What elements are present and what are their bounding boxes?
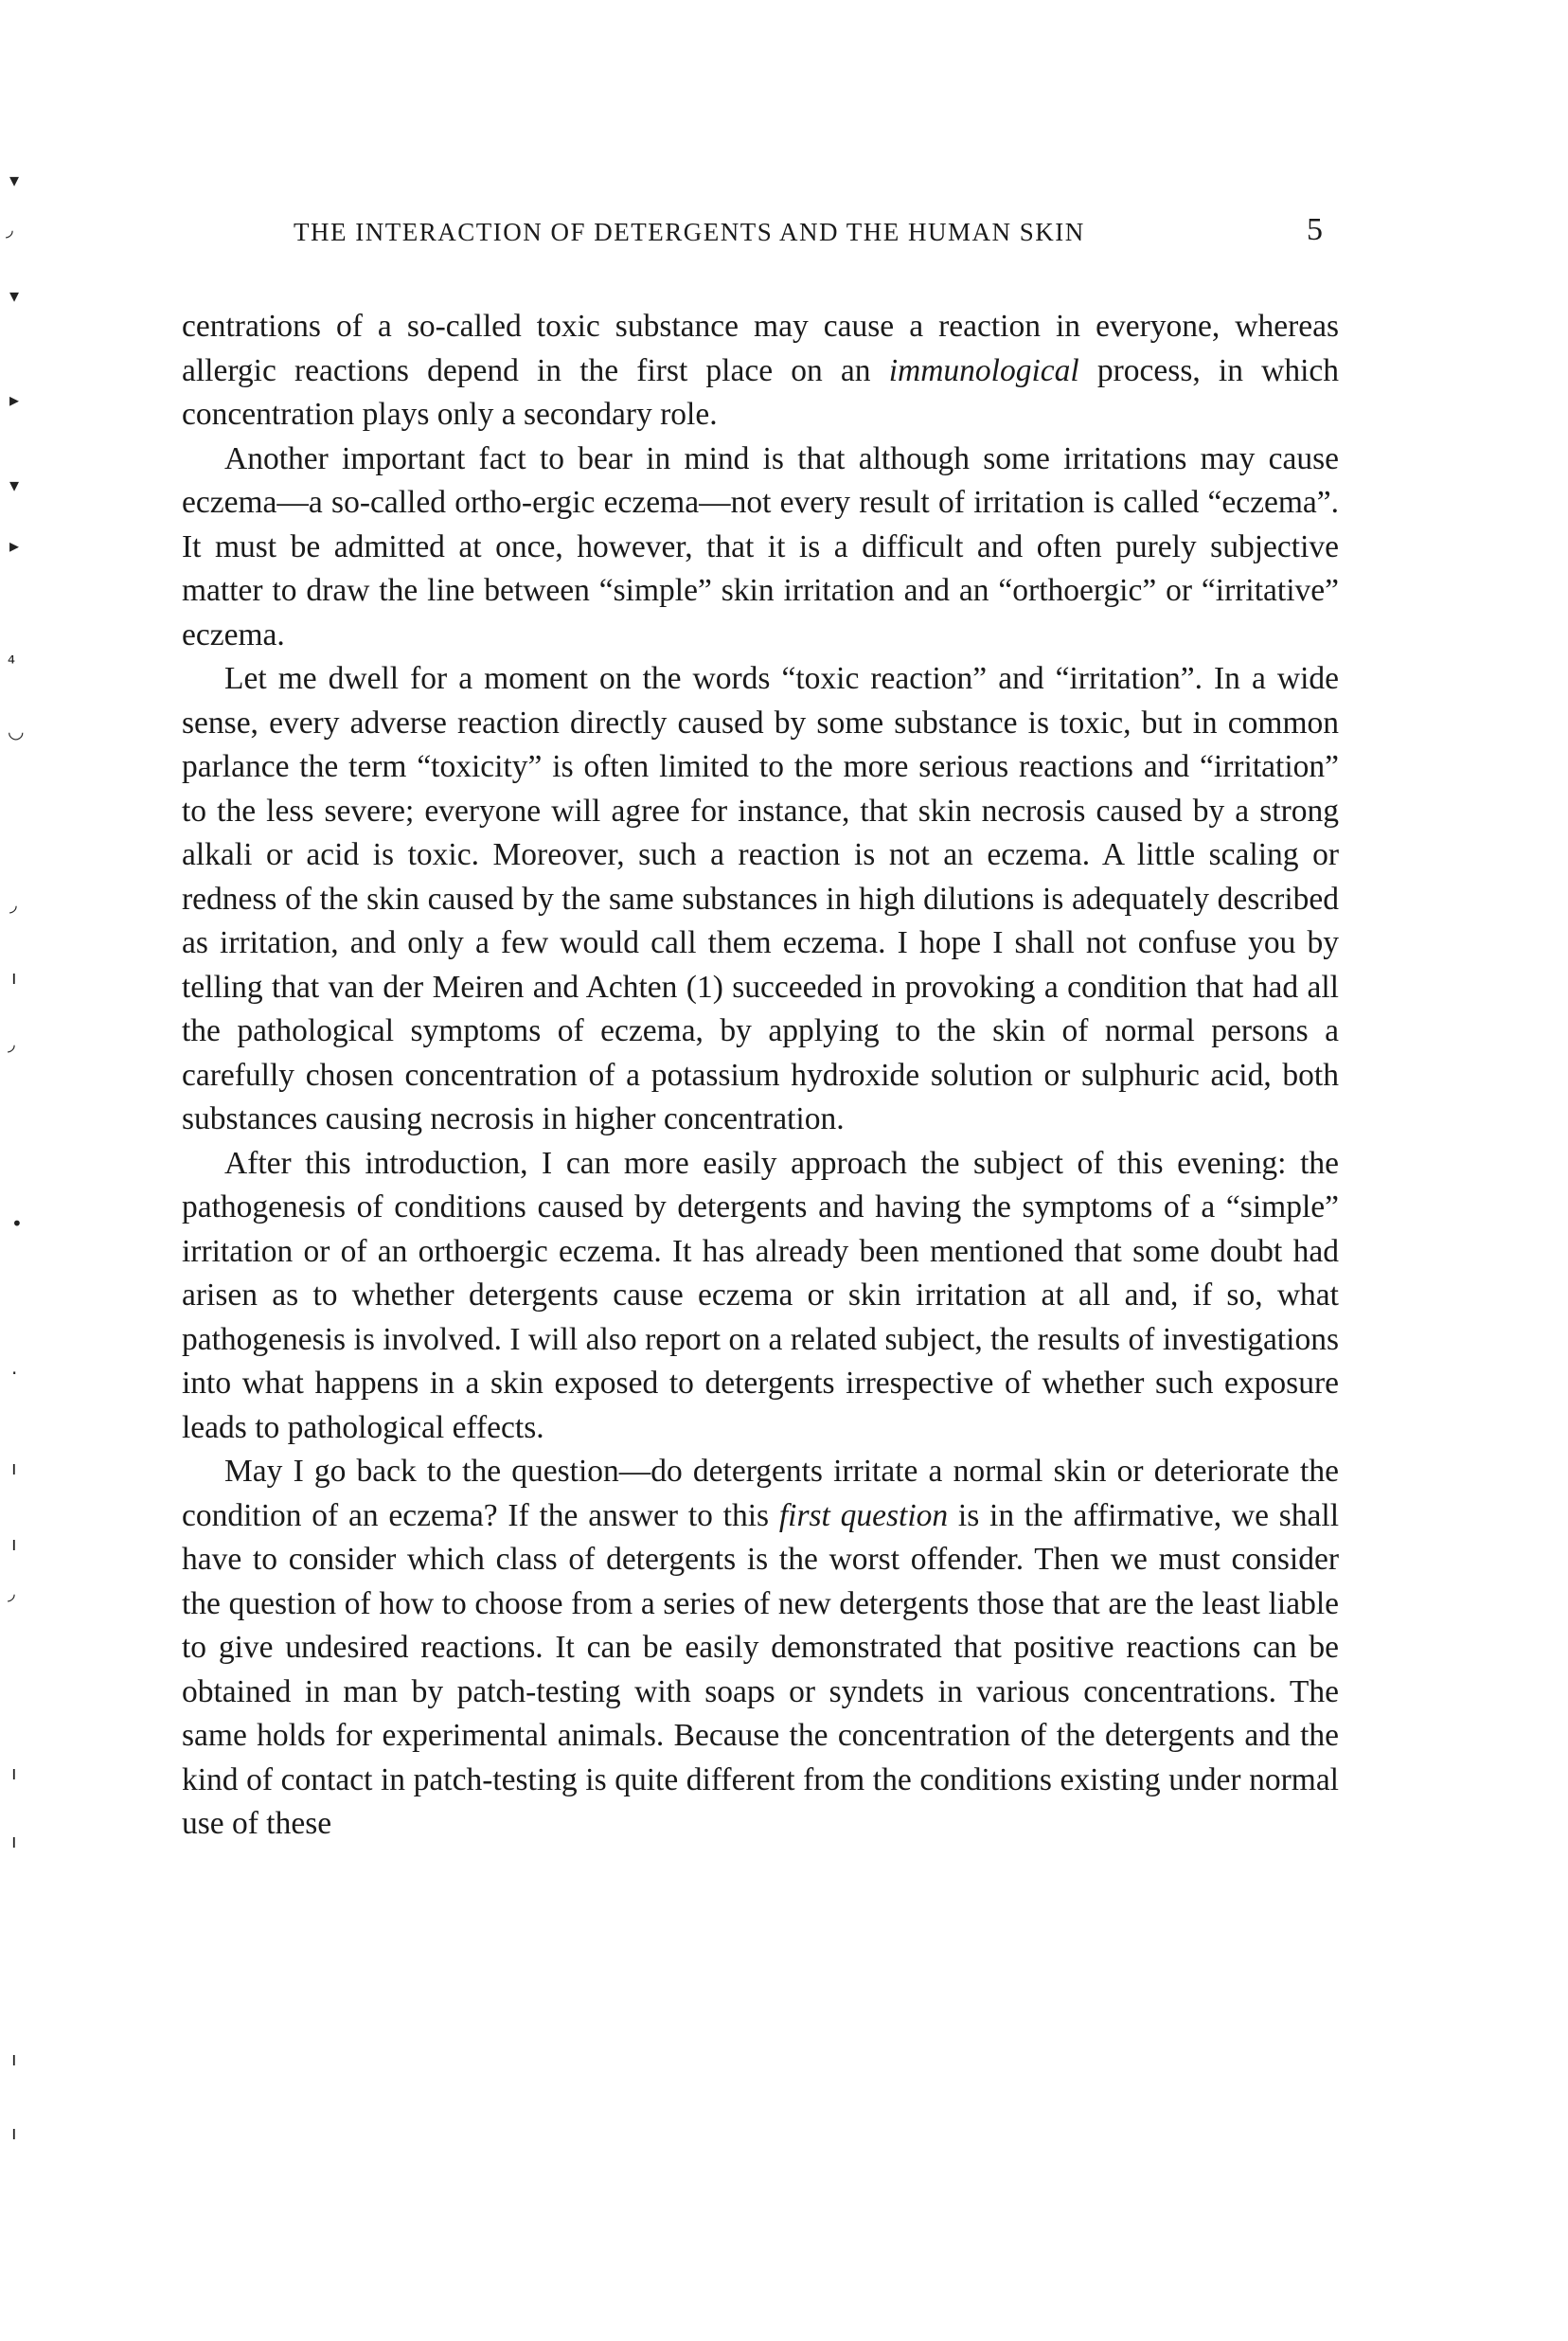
text-segment: centrations of a so-called toxic substance may cause a reaction in everyone, whereas allergic reactions depend in the first place on an: [182, 309, 1339, 388]
text-segment: May I go back to the question—do detergents irritate a normal skin or deteriorate the condition of an eczema? If the answer to this: [182, 1454, 1339, 1533]
italic-text: first question: [778, 1497, 949, 1533]
scan-mark: ▾: [9, 284, 20, 307]
scan-mark: ı: [11, 1456, 17, 1479]
scan-mark: •: [11, 1212, 23, 1235]
italic-text: immunological: [888, 352, 1079, 388]
paragraph: [182, 657, 1339, 1142]
text-segment: After this introduction, I can more easily approach the subject of this evening: the pathogenesis of conditions caused by detergents and having the symptoms of a “simple” irritation or of an orthoergic eczema. It has already been mentioned that some doubt had arisen as to whether detergents cause eczema or skin irritation at all and, if so, what pathogenesis is involved. I will also report on a related subject, the results of investigations into what happens in a skin exposed to detergents irrespective of whether such exposure leads to pathological effects.: [182, 1145, 1339, 1445]
scan-mark: ▸: [9, 534, 20, 557]
scan-mark: ▾: [9, 169, 20, 191]
paragraph: [182, 438, 1339, 658]
scan-mark: ı: [11, 2121, 17, 2144]
scan-mark: ·: [11, 1362, 18, 1385]
scan-mark: ı: [11, 966, 17, 989]
scan-mark: ◞: [8, 1582, 15, 1604]
paragraph: [182, 305, 1339, 438]
scan-mark: ◡: [8, 720, 25, 742]
paragraph: [182, 1142, 1339, 1451]
scan-mark: ⁴: [8, 652, 16, 674]
paragraph: [182, 1450, 1339, 1847]
scan-mark: ı: [11, 1761, 17, 1784]
scan-mark: ◞: [6, 218, 13, 241]
scan-margin-marks: [0, 0, 57, 2341]
scan-mark: ◞: [9, 893, 17, 916]
text-segment: process, in which concentration plays only a secondary role.: [182, 352, 1339, 432]
scan-mark: ı: [11, 1532, 17, 1555]
page-number: 5: [1307, 212, 1323, 247]
text-segment: is in the affirmative, we shall have to consider which class of detergents is the worst offender. Then we must consider the question of how to choose from a series of new detergents those that are the least liable to give undesired reactions. It can be easily demonstrated that positive reactions can be obtained in man by patch-testing with soaps or syndets in various concentrations. The same holds for experimental animals. Because the concentration of the detergents and the kind of contact in patch-testing is quite different from the conditions existing under normal use of these: [182, 1497, 1339, 1841]
text-segment: Another important fact to bear in mind is that although some irritations may cause eczema—a so-called ortho-ergic eczema—not every result of irritation is called “eczema”. It must be admitted at once, however, that it is a difficult and often purely subjective matter to draw the line between “simple” skin irritation and an “orthoergic” or “irritative” eczema.: [182, 440, 1339, 652]
scan-mark: ▾: [9, 474, 20, 496]
scan-mark: ◞: [8, 1032, 15, 1055]
text-segment: Let me dwell for a moment on the words “toxic reaction” and “irritation”. In a wide sense, every adverse reaction directly caused by some substance is toxic, but in common parlance the term “toxicity” is often limited to the more serious reactions and “irritation” to the less severe; everyone will agree for instance, that skin necrosis caused by a strong alkali or acid is toxic. Moreover, such a reaction is not an eczema. A little scaling or redness of the skin caused by the same substances in high dilutions is adequately described as irritation, and only a few would call them eczema. I hope I shall not confuse you by telling that van der Meiren and Achten (1) succeeded in provoking a condition that had all the pathological symptoms of eczema, by applying to the skin of normal persons a carefully chosen concentration of a potassium hydroxide solution or sulphuric acid, both substances causing necrosis in higher concentration.: [182, 661, 1339, 1136]
scan-mark: ▸: [9, 388, 20, 411]
scan-mark: ı: [11, 1830, 17, 1852]
running-head: THE INTERACTION OF DETERGENTS AND THE HUMAN SKIN: [294, 218, 1085, 246]
body-text: [182, 305, 1339, 1847]
scan-mark: ı: [11, 2047, 17, 2070]
